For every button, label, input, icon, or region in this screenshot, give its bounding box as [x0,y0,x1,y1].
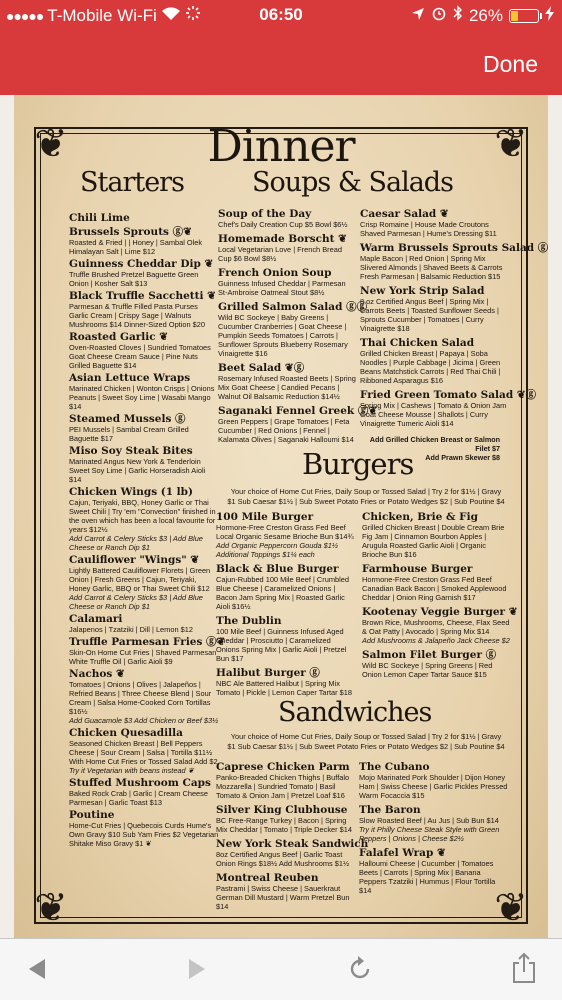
menu-item-name: Chicken, Brie & Fig [362,511,478,523]
menu-item-description: Maple Bacon | Red Onion | Spring Mix Slivered Almonds | Shaved Beets & Carrots Fresh Parmesan | Balsamic Reduction $15 [360,254,503,281]
menu-item-name: Caesar Salad ❦ [360,208,449,220]
menu-item [216,615,356,663]
menu-item-name: Montreal Reuben [216,872,319,884]
menu-item-name: Miso Soy Steak Bites [69,445,193,457]
menu-item [69,727,219,775]
menu-item [216,667,356,697]
battery-percent: 26% [468,5,503,25]
menu-item [360,337,510,385]
menu-item-name: Poutine [69,809,115,821]
menu-item-name: New York Strip Salad [360,285,485,297]
menu-item [362,649,512,679]
menu-item-description: Oven-Roasted Cloves | Sundried Tomatoes Goat Cheese Cream Sauce | Pine Nuts Grilled Baguette $14 [69,343,211,370]
menu-item-name: Homemade Borscht ❦ [218,233,347,245]
menu-item-description: BC Free-Range Turkey | Bacon | Spring Mix Cheddar | Tomato | Triple Decker $14 [216,816,352,834]
add-protein-note: Add Grilled Chicken Breast or Salmon Filet $7 [369,435,500,453]
menu-item-description: Cajun-Rubbed 100 Mile Beef | Crumbled Blue Cheese | Caramelized Onions | Bacon Jam Spring Mix | Roasted Garlic Aioli $16½ [216,575,349,611]
sandwiches-list-left [216,761,369,915]
menu-item-name: Asian Lettuce Wraps [69,372,191,384]
menu-item [69,226,219,256]
menu-item-description: Spring Mix | Cashews | Tomato & Onion Jam Goat Cheese Mousse | Shallots | Curry Vinaigrette Tumeric Aioli $14 [360,401,507,428]
menu-item [216,804,356,834]
menu-item [69,445,219,484]
browser-toolbar [0,938,562,1000]
bluetooth-icon [453,5,463,26]
menu-item-description: 8oz Certified Angus Beef | Garlic Toast Onion Rings $18½ Add Mushrooms $1½ [216,850,350,868]
menu-item-description: Parmesan & Truffle Filled Pasta Purses Garlic Cream | Crispy Sage | Walnuts Mushrooms $14 Dinner-Sized Option $20 [69,302,205,329]
status-bar [0,0,562,32]
carrier-label: T-Mobile Wi-Fi [47,5,157,25]
burgers-list-left [216,511,356,701]
menu-item-name: Chicken Quesadilla [69,727,183,739]
menu-item-description: Mojo Marinated Pork Shoulder | Dijon Honey Ham | Swiss Cheese | Garlic Pickles Pressed Warm Focaccia $15 [359,773,508,800]
menu-item-description: Brown Rice, Mushrooms, Cheese, Flax Seed & Oat Patty | Avocado | Spring Mix $14 [362,618,510,636]
menu-item-description: Marinated Chicken | Wonton Crisps | Onions Peanuts | Sweet Soy Lime | Wasabi Mango $14 [69,384,215,411]
menu-item [362,606,518,645]
menu-item [360,242,549,281]
alarm-icon [431,5,447,26]
menu-item [69,554,219,611]
menu-item [362,511,512,559]
menu-item-description: Lightly Battered Cauliflower Florets | Green Onion | Fresh Greens | Cajun, Teriyaki, Honey Garlic, BBQ or Thai Sweet Chili $12 [69,566,211,593]
menu-item-description: Slow Roasted Beef | Au Jus | Sub Bun $14 [359,816,499,825]
menu-item-name: Halibut Burger ⓖ [216,667,320,679]
menu-item [359,761,509,800]
menu-item-name: The Baron [359,804,421,816]
menu-item-description: Guinness Infused Cheddar | Parmesan St-Ambroise Oatmeal Stout $8½ [218,279,346,297]
document-viewer[interactable] [0,95,562,938]
menu-item-description: Green Peppers | Grape Tomatoes | Feta Cucumber | Red Onions | Fennel | Kalamata Olives | Saganaki Halloumi $14 [218,417,354,444]
add-prawn-note: Add Prawn Skewer $8 [425,453,500,462]
menu-item-description: Cajun, Teriyaki, BBQ, Honey Garlic or Thai Sweet Chili | Try 'em "Convection" finished in the oven which has been a local favourite for years $12½ [69,498,216,534]
menu-item-description: Home-Cut Fries | Quebecois Curds Hume's Own Gravy $10 Sub Yam Fries $2 Vegetarian Shitake Miso Gravy $1 ❦ [69,821,219,848]
corner-ornament-icon: ❦ [34,121,68,167]
menu-item-name: 100 Mile Burger [216,511,314,523]
menu-item-name: New York Steak Sandwich [216,838,369,850]
menu-page [14,95,548,938]
menu-item-name: Kootenay Veggie Burger ❦ [362,606,518,618]
menu-item [218,362,356,401]
menu-item-description: Grilled Chicken Breast | Double Cream Brie Fig Jam | Cinnamon Bourbon Apples | Arugula Roasted Garlic Aioli | Organic Brioche Bun $16 [362,523,505,559]
menu-item [218,405,378,444]
menu-item-description: Hormone-Free Creston Grass Fed Beef Canadian Back Bacon | Smoked Applewood Cheddar | Onion Ring Garnish $17 [362,575,507,602]
menu-item-name: Brussels Sprouts ⓖ❦ [69,226,192,238]
menu-item-addon: Add Carrot & Celery Sticks $3 | Add Blue Cheese or Ranch Dip $1 [69,593,203,611]
menu-item-description: Chef's Daily Creation Cup $5 Bowl $6½ [218,220,348,229]
menu-item-name: Thai Chicken Salad [360,337,475,349]
menu-item [69,413,219,443]
menu-item-name: Falafel Wrap ❦ [359,847,446,859]
menu-item-description: Rosemary Infused Roasted Beets | Spring Mix Goat Cheese | Candied Pecans | Walnut Oil Balsamic Reduction $14½ [218,374,356,401]
menu-item-name: Truffle Parmesan Fries ⓖ❦ [69,636,226,648]
menu-item-description: Crisp Romaine | House Made Croutons Shaved Parmesan | Hume's Dressing $11 [360,220,497,238]
menu-item-addon: Add Guacamole $3 Add Chicken or Beef $3½ [69,716,219,725]
menu-item [360,285,510,333]
menu-item-name: Chicken Wings (1 lb) [69,486,193,498]
battery-level [511,11,518,21]
menu-item [218,267,356,297]
soups-list [218,208,378,448]
menu-item-description: Seasoned Chicken Breast | Bell Peppers Cheese | Sour Cream | Salsa | Tortilla $11½ With Home Cut Fries or Tossed Salad Add $2 [69,739,218,766]
sandwiches-sides-note: Your choice of Home Cut Fries, Daily Soup or Tossed Salad | Try 2 for $1½ | Gravy $1 Sub Caesar $1½ | Sub Sweet Potato Fries or Potato Wedges $2 | Sub Poutine $4 [227,732,505,751]
menu-item-name: Black Truffle Sacchetti ❦ [69,290,216,302]
menu-item-name: Silver King Clubhouse [216,804,348,816]
menu-item [69,809,219,848]
menu-item [360,208,510,238]
menu-item [216,563,356,611]
menu-item-description: Tomatoes | Onions | Olives | Jalapeños | Refried Beans | Three Cheese Blend | Sour Cream | Salsa Home-Cooked Corn Tortillas $16½ [69,680,212,716]
menu-item-description: Wild BC Sockeye | Spring Greens | Red Onion Lemon Caper Tartar Sauce $15 [362,661,493,679]
menu-item [69,486,219,552]
menu-item-name: Chili Lime [69,212,130,224]
menu-item-description: Roasted & Fried | | Honey | Sambal Olek Himalayan Salt | Lime $12 [69,238,203,256]
menu-item-description: Hormone-Free Creston Grass Fed Beef Local Organic Sesame Brioche Bun $14¾ [216,523,354,541]
menu-item-name: Caprese Chicken Parm [216,761,350,773]
reload-icon[interactable] [342,951,378,987]
charging-icon [545,6,554,26]
menu-item-description: Grilled Chicken Breast | Papaya | Soba Noodles | Purple Cabbage | Jicima | Green Beans Matchstick Carrots | Red Thai Chili | Ribboned Asparagus $16 [360,349,501,385]
starters-heading: Starters [80,167,184,198]
menu-item [69,258,219,288]
menu-item [362,563,512,602]
menu-item [69,290,219,329]
menu-item-description: 8 oz Certified Angus Beef | Spring Mix | Carrots Beets | Toasted Sunflower Seeds | Sprouts Cucumber | Tomatoes | Curry Vinaigrette $18 [360,297,499,333]
menu-item [69,636,226,666]
menu-item-description: Halloumi Cheese | Cucumber | Tomatoes Beets | Carrots | Spring Mix | Banana Peppers Tzatziki | Hummus | Flour Tortilla $14 [359,859,496,895]
menu-item-addon: Add Organic Peppercorn Gouda $1½ Additional Toppings $1¼ each [216,541,339,559]
forward-arrow-icon[interactable] [178,951,214,987]
menu-item-addon: Try it Vegetarian with beans instead ❦ [69,766,194,775]
corner-ornament-icon: ❦ [494,885,528,931]
share-icon[interactable] [506,951,542,987]
menu-item [69,777,219,807]
menu-item-name: Warm Brussels Sprouts Salad ⓖ [360,242,549,254]
soups-salads-heading: Soups & Salads [252,167,453,198]
corner-ornament-icon: ❦ [494,121,528,167]
menu-item-name: Fried Green Tomato Salad ❦ⓖ [360,389,537,401]
menu-item-description: PEI Mussels | Sambal Cream Grilled Baguette $17 [69,425,189,443]
menu-item-name: Beet Salad ❦ⓖ [218,362,305,374]
clock: 06:50 [259,5,303,24]
menu-item [360,389,537,428]
menu-item [69,668,219,725]
menu-item [218,233,356,263]
menu-item-name: Guinness Cheddar Dip ❦ [69,258,214,270]
menu-item-name: Black & Blue Burger [216,563,339,575]
menu-item [69,372,219,411]
menu-item-name: Nachos ❦ [69,668,125,680]
menu-title: Dinner [207,121,355,172]
navigation-bar [0,0,562,95]
menu-item-description: NBC Ale Battered Halibut | Spring Mix Tomato | Pickle | Lemon Caper Tartar $18 [216,679,352,697]
starters-list [69,212,226,850]
menu-item-addon: Add Mushrooms & Jalapeño Jack Cheese $2 [362,636,510,645]
menu-item [216,872,356,911]
menu-item [69,613,219,634]
menu-item [216,838,369,868]
menu-item [216,761,356,800]
burgers-heading: Burgers [302,447,414,481]
menu-item-description: Marinated Angus New York & Tenderloin Sweet Soy Lime | Garlic Horseradish Aioli $14 [69,457,206,484]
menu-item-addon: Try it Philly Cheese Steak Style with Green Peppers | Onions | Cheese $2½ [359,825,500,843]
menu-item [69,331,219,370]
menu-item-name: Cauliflower "Wings" ❦ [69,554,200,566]
menu-item-description: 100 Mile Beef | Guinness Infused Aged Cheddar | Prosciutto | Caramelized Onions Spring Mix | Garlic Aioli | Pretzel Bun $17 [216,627,347,663]
salads-list [360,208,549,432]
menu-item-description: Jalapenos | Tzatziki | Dill | Lemon $12 [69,625,193,634]
menu-item-description: Pastrami | Swiss Cheese | Sauerkraut German Dill Mustard | Warm Pretzel Bun $14 [216,884,350,911]
done-button[interactable]: Done [483,51,538,77]
menu-item-name: Salmon Filet Burger ⓖ [362,649,497,661]
menu-item-name: Roasted Garlic ❦ [69,331,169,343]
menu-item-description: Local Vegetarian Love | French Bread Cup $6 Bowl $8½ [218,245,342,263]
menu-item-name: Stuffed Mushroom Caps [69,777,211,789]
sandwiches-heading: Sandwiches [278,697,432,728]
menu-item-name: Steamed Mussels ⓖ [69,413,186,425]
menu-item-name: Soup of the Day [218,208,312,220]
menu-item-description: Baked Rock Crab | Garlic | Cream Cheese Parmesan | Garlic Toast $13 [69,789,208,807]
corner-ornament-icon: ❦ [34,885,68,931]
menu-item [218,208,356,229]
menu-item-name: The Cubano [359,761,430,773]
battery-icon [509,9,539,23]
menu-item-name: French Onion Soup [218,267,332,279]
menu-item [359,804,509,843]
menu-item-name: Grilled Salmon Salad ⓖⓖ [218,301,368,313]
menu-item [69,212,219,224]
menu-item-name: Farmhouse Burger [362,563,473,575]
burgers-sides-note: Your choice of Home Cut Fries, Daily Soup or Tossed Salad | Try 2 for $1½ | Gravy $1 Sub Caesar $1½ | Sub Sweet Potato Fries or Potato Wedges $2 | Sub Poutine $4 [227,487,505,506]
menu-item [218,301,368,358]
menu-item-addon: Add Carrot & Celery Sticks $3 | Add Blue Cheese or Ranch Dip $1 [69,534,203,552]
burgers-list-right [362,511,518,683]
back-arrow-icon[interactable] [20,951,56,987]
menu-item-name: Calamari [69,613,123,625]
menu-item-description: Panko-Breaded Chicken Thighs | Buffalo Mozzarella | Sundried Tomato | Basil Tomato & Onion Jam | Pretzel Loaf $16 [216,773,350,800]
signal-icon: ●●●●● [6,7,44,24]
menu-item-description: Truffle Brushed Pretzel Baguette Green Onion | Kosher Salt $13 [69,270,199,288]
sandwiches-list-right [359,761,509,899]
menu-item [359,847,509,895]
menu-item-description: Skin-On Home Cut Fries | Shaved Parmesan White Truffle Oil | Garlic Aioli $9 [69,648,217,666]
location-icon [411,6,425,26]
menu-item [216,511,356,559]
menu-item-description: Wild BC Sockeye | Baby Greens | Cucumber Cranberries | Goat Cheese | Pumpkin Seeds Tomatoes | Carrots | Sunflower Sprouts Blueberry Rosemary Vinaigrette $16 [218,313,348,358]
menu-item-name: The Dublin [216,615,282,627]
menu-item-name: Saganaki Fennel Greek ⓖ❦ [218,405,378,417]
